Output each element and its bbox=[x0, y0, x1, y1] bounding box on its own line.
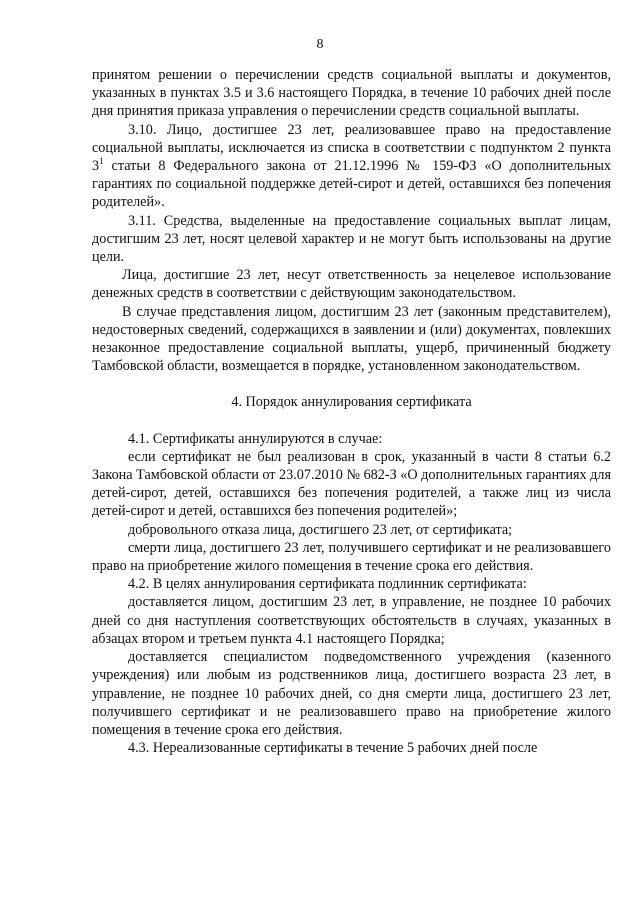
paragraph-delivered-by-specialist: доставляется специалистом подведомственного учреждения (казенного учреждения) или любым из родственников лица, достигшего возраста 23 лет, в управление, не позднее 10 рабочих дней, со дня смерти лица, достигшего 23 лет, получившего сертификат и не реализовавшего право на приобретение жилого помещения в течение срока его действия. bbox=[92, 649, 611, 738]
paragraph-3-10 bbox=[92, 121, 611, 212]
superscript: 1 bbox=[99, 156, 104, 167]
paragraph-4-2: 4.2. В целях аннулирования сертификата подлинник сертификата: bbox=[128, 576, 527, 593]
paragraph-3-11: 3.11. Средства, выделенные на предоставление социальных выплат лицам, достигшим 23 лет, носят целевой характер и не могут быть использованы на другие цели. bbox=[92, 212, 611, 266]
paragraph-4-1: 4.1. Сертификаты аннулируются в случае: bbox=[128, 430, 383, 447]
section-heading-4: 4. Порядок аннулирования сертификата bbox=[231, 394, 472, 411]
document-body bbox=[92, 66, 611, 757]
paragraph-false-info: В случае представления лицом, достигшим 23 лет (законным представителем), недостоверных сведений, содержащихся в заявлении и (или) документах, повлекших незаконное предоставление социальной выплаты, ущерб, причиненный бюджету Тамбовской области, возмещается в порядке, установленном законодательством. bbox=[92, 303, 611, 375]
paragraph-case-death: смерти лица, достигшего 23 лет, получившего сертификат и не реализовавшего право на приобретение жилого помещения в течение срока его действия. bbox=[92, 539, 611, 575]
paragraph-responsibility: Лица, достигшие 23 лет, несут ответственность за нецелевое использование денежных средств в соответствии с действующим законодательством. bbox=[92, 267, 611, 302]
paragraph-delivered-by-person: доставляется лицом, достигшим 23 лет, в управление, не позднее 10 рабочих дней со дня наступления соответствующих обстоятельств в случаях, указанных в абзацах втором и третьем пункта 4.1 настоящего Порядка; bbox=[92, 594, 611, 647]
page-number: 8 bbox=[316, 37, 324, 52]
paragraph-continuation: принятом решении о перечислении средств социальной выплаты и документов, указанных в пунктах 3.5 и 3.6 настоящего Порядка, в течение 10 рабочих дней после дня принятия приказа управления о перечислении средств социальной выплаты. bbox=[92, 67, 611, 120]
paragraph-3-10-text-end: статьи 8 Федерального закона от 21.12.1996 № 159-ФЗ «О дополнительных гарантиях по социальной поддержке детей-сирот и детей, оставшихся без попечения родителей». bbox=[92, 158, 611, 211]
paragraph-4-3: 4.3. Нереализованные сертификаты в течение 5 рабочих дней после bbox=[128, 740, 538, 757]
paragraph-case-not-realized: если сертификат не был реализован в срок, указанный в части 8 статьи 6.2 Закона Тамбовской области от 23.07.2010 № 682-З «О дополнительных гарантиях для детей-сирот, детей, оставшихся без попечения родителей, а также лиц из числа детей-сирот и детей, оставшихся без попечения родителей»; bbox=[92, 448, 611, 520]
paragraph-3-10-text: 3.10. Лицо, достигшее 23 лет, реализовавшее право на предоставление социальной выплаты, исключается из списка в соответствии с подпунктом 2 пункта 3 bbox=[92, 121, 611, 175]
paragraph-case-voluntary: добровольного отказа лица, достигшего 23 лет, от сертификата; bbox=[128, 521, 513, 538]
